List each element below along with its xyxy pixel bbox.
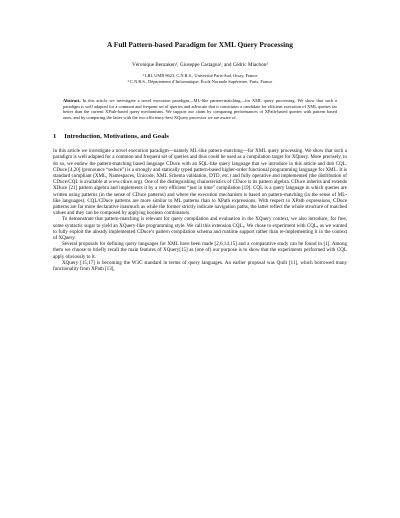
abstract-text: In this article we investigate a novel execution paradigm—ML-like pattern-matching—for XML query processing. We show that such a paradigm is well adapted for a common and frequent set of queries and advocate that it constitutes a candidate for efficient execution of XML queries far better than the current XPath-based query mechanisms. We support our claim by comparing performances of XPath-based queries with pattern based ones, and by comparing the latter with the two efficiency-best XQuery processor we are aware of. [63,98,338,120]
affiliation-2: ² C.N.R.S., Département d’Informatique, École Normale Supérieure, Paris, France [127,79,273,84]
abstract [63,98,337,120]
affiliation-list [53,73,347,85]
section-title: Introduction, Motivations, and Goals [64,133,169,141]
body-paragraph-1: In this article we investigate a novel execution paradigm—namely ML-like pattern-matching—for XML query processing. We show that such a paradigm is well adapted for a common and frequent set of queries and thus could be used as a compilation target for XQuery. More precisely, to do so, we endow the pattern-matching based language CDuce with an SQL-like query language that we introduce in this article and dub CQL. CDuce [4,20] (pronounce “seduce”) is a strongly and statically typed pattern-based higher-order functional programming language for XML. It is standard compliant (XML, Namespaces, Unicode, XML Schema validation, DTD, etc.) and fully operative and implemented (the distribution of CDuce/CQL is available at www.cduce.org). One of the distinguishing characteristics of CDuce is its pattern algebra. CDuce inherits and extends XDuce [21] pattern algebra and implements it by a very efficient “just in time” compilation [19]. CQL is a query language in which queries are written using patterns (in the sense of CDuce patterns) and where the execution mechanism is based on pattern-matching (in the sense of ML-like languages). CQL/CDuce patterns are more similar to ML patterns than to XPath expressions. With respect to XPath expressions, CDuce patterns are far more declarative inasmuch as while the former strictly indicate navigation paths, the latter reflect the whole structure of matched values and they can be composed by applying boolean combinators. [53,148,347,217]
author-list: Véronique Benzaken¹, Giuseppe Castagna², and Cédric Miachon² [132,62,268,68]
section-heading [53,133,347,141]
affiliation-1: ¹ LRI, UMR 8623, C.N.R.S., Université Paris-Sud, Orsay, France [142,73,258,78]
paper-title: A Full Pattern-based Paradigm for XML Query Processing [107,40,293,49]
body-paragraph-2: To demonstrate that pattern-matching is relevant for query compilation and evaluation in the XQuery context, we also introduce, for free, some syntactic sugar to yield an XQuery-like programming style. We call this extension CQLₓ. We chose to experiment with CQLₓ as we wanted to fully exploit the already implemented CDuce’s pattern compilation schema and runtime support rather than re-implementing it in the context of XQuery. [53,216,347,242]
body-paragraph-3: Several proposals for defining query languages for XML have been made [2,6,14,15] and a comparative study can be found in [1]. Among them we choose to briefly recall the main features of XQuery[15] as (one of) our purpose is to show that the experiments performed with CQL apply obviously to it. [53,241,347,260]
section-number: 1 [53,133,57,141]
abstract-label: Abstract. [63,98,81,103]
body-paragraph-4: XQuery [15,17] is becoming the W3C standard in terms of query languages. An earlier proposal was Quilt [11], which borrowed many functionality from XPath [13], [53,259,347,273]
